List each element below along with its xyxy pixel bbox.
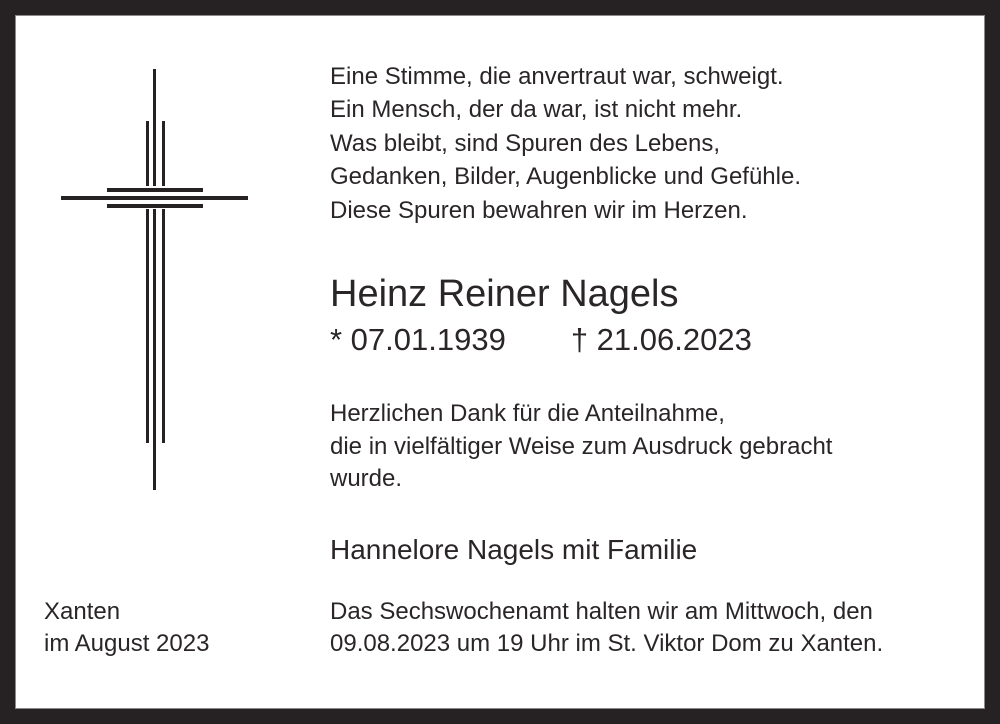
family-signature: Hannelore Nagels mit Familie [330,534,698,565]
poem-line: Was bleibt, sind Spuren des Lebens, [330,129,721,157]
life-dates [330,320,752,360]
service-line: Das Sechswochenamt halten wir am Mittwoch, den [330,598,873,625]
cross-horizontal-bottom-bar [107,204,203,208]
death-date: † 21.06.2023 [570,322,752,357]
cross-horizontal-top-bar [107,188,203,192]
poem-line: Eine Stimme, die anvertraut war, schweigt. [330,63,784,90]
cross-vertical-left-line [146,121,149,443]
cross-vertical-right-line [162,121,165,443]
service-announcement [330,596,883,660]
thanks-message [330,398,832,496]
memorial-poem [330,60,801,227]
cross-vertical-center-line [153,69,156,490]
service-line: 09.08.2023 um 19 Uhr im St. Viktor Dom zu Xanten. [330,630,884,657]
date-line: im August 2023 [44,630,210,657]
place-and-date [44,596,209,660]
cross-horizontal-main-bar [61,196,248,200]
thanks-line: wurde. [330,465,403,492]
birth-date: * 07.01.1939 [330,322,506,357]
place-line: Xanten [44,598,121,625]
poem-line: Ein Mensch, der da war, ist nicht mehr. [330,96,743,124]
thanks-line: die in vielfältiger Weise zum Ausdruck gebracht [330,432,833,460]
thanks-line: Herzlichen Dank für die Anteilnahme, [330,400,725,427]
deceased-name: Heinz Reiner Nagels [330,273,679,315]
poem-line: Diese Spuren bewahren wir im Herzen. [330,196,748,224]
poem-line: Gedanken, Bilder, Augenblicke und Gefühle. [330,163,801,191]
